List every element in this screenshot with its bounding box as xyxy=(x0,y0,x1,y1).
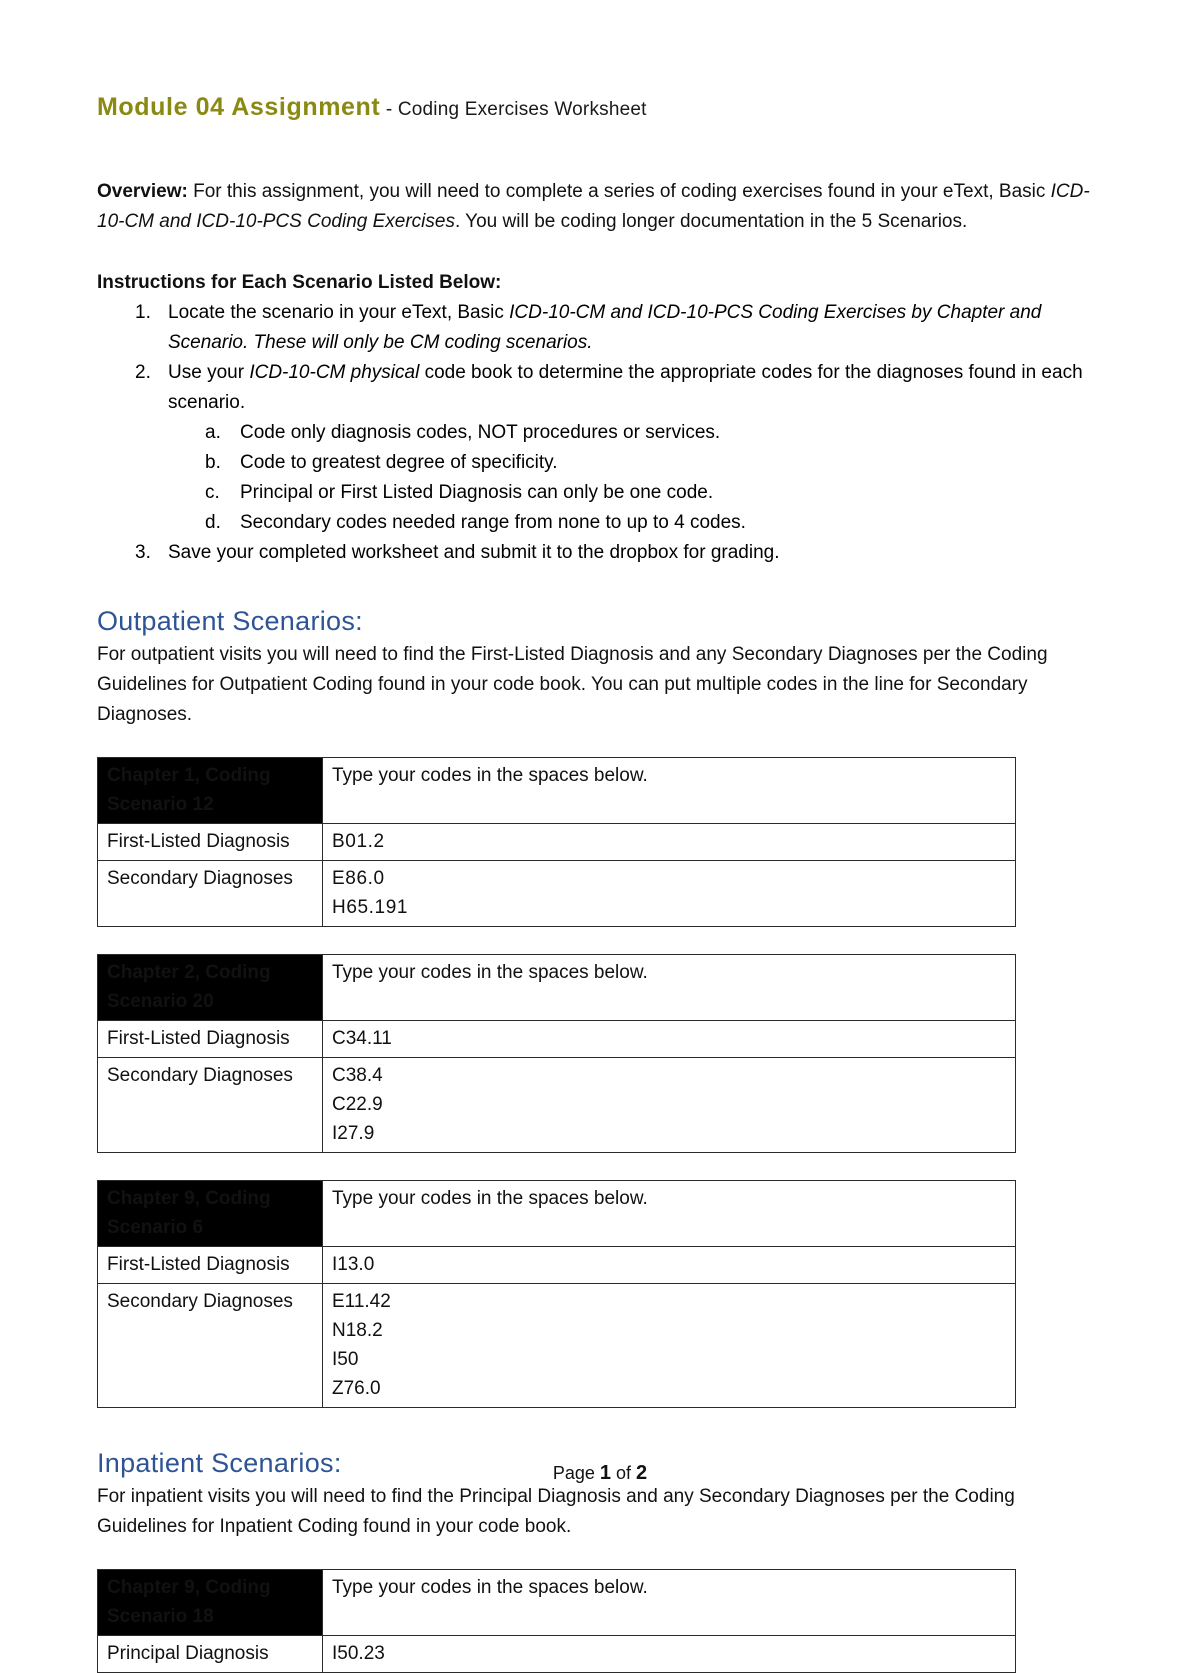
instructions-list xyxy=(97,298,1103,568)
page-title xyxy=(97,92,1103,125)
list-item xyxy=(97,538,1103,568)
table-chapter-9-scenario-6 xyxy=(97,1180,1016,1408)
row-value-first-listed-diagnosis[interactable] xyxy=(323,1021,1016,1058)
table-header-note: Type your codes in the spaces below. xyxy=(323,955,1016,1021)
footer-total-pages: 2 xyxy=(636,1462,648,1484)
table-chapter-1-scenario-12 xyxy=(97,757,1016,927)
list-item-italic-part: ICD-10-CM physical xyxy=(249,362,420,383)
list-marker: b. xyxy=(205,452,221,473)
code-value: I50.23 xyxy=(332,1643,385,1664)
table-chapter-2-scenario-20 xyxy=(97,954,1016,1153)
list-item xyxy=(168,448,1103,478)
footer-current-page: 1 xyxy=(599,1462,612,1484)
section-heading-outpatient: Outpatient Scenarios: xyxy=(97,606,363,636)
row-value-secondary-diagnoses[interactable] xyxy=(323,1284,1016,1408)
overview-text-part2: . You will be coding longer documentation in the 5 Scenarios. xyxy=(454,211,968,232)
document-content xyxy=(97,92,1103,1673)
overview-italic-title: ICD-10-CM and ICD-10-PCS Coding Exercises xyxy=(97,181,1090,232)
table-header-title: Chapter 9, Coding Scenario 18 xyxy=(98,1570,323,1636)
inpatient-paragraph: For inpatient visits you will need to find the Principal Diagnosis and any Secondary Diagnoses per the Coding Guidelines for Inpatient Coding found in your code book. xyxy=(97,1486,1015,1537)
table-row xyxy=(98,1021,1016,1058)
code-value: N18.2 xyxy=(332,1320,383,1341)
overview-text-part1: For this assignment, you will need to complete a series of coding exercises found in your eText, Basic xyxy=(187,181,1051,202)
table-row xyxy=(98,1636,1016,1673)
code-value: B01.2 xyxy=(332,831,385,852)
list-marker: 1. xyxy=(135,302,151,323)
table-header-note: Type your codes in the spaces below. xyxy=(323,1570,1016,1636)
title-main-text: Module 04 Assignment xyxy=(97,93,381,121)
list-marker: 2. xyxy=(135,362,151,383)
row-label-first-listed-diagnosis: First-Listed Diagnosis xyxy=(98,1247,323,1284)
table-row xyxy=(98,861,1016,927)
row-label-principal-diagnosis: Principal Diagnosis xyxy=(98,1636,323,1673)
instructions-sublist xyxy=(168,418,1103,538)
code-value: E11.42 xyxy=(332,1291,391,1312)
row-label-first-listed-diagnosis: First-Listed Diagnosis xyxy=(98,1021,323,1058)
list-item-text-part1: Use your xyxy=(168,362,250,383)
table-row xyxy=(98,824,1016,861)
list-item xyxy=(168,478,1103,508)
section-heading-inpatient: Inpatient Scenarios: xyxy=(97,1448,342,1478)
table-row xyxy=(98,1570,1016,1636)
code-value: I50 xyxy=(332,1349,359,1370)
list-item-text-part1: Locate the scenario in your eText, Basic xyxy=(168,302,510,323)
list-item-text: Code to greatest degree of specificity. xyxy=(240,452,558,473)
list-item-text-part1: Save your completed worksheet and submit it to the dropbox for grading. xyxy=(168,542,780,563)
table-header-note: Type your codes in the spaces below. xyxy=(323,758,1016,824)
list-marker: a. xyxy=(205,422,221,443)
outpatient-paragraph: For outpatient visits you will need to find the First-Listed Diagnosis and any Secondary Diagnoses per the Coding Guidelines for Outpatient Coding found in your code book. You can put multiple codes in the line for Secondary Diagnoses. xyxy=(97,644,1048,725)
row-value-principal-diagnosis[interactable] xyxy=(323,1636,1016,1673)
footer-middle: of xyxy=(611,1463,637,1483)
row-label-secondary-diagnoses: Secondary Diagnoses xyxy=(98,861,323,927)
list-item-text-part2: code book to determine the appropriate codes for the diagnoses found in each scenario. xyxy=(168,362,1083,413)
row-label-first-listed-diagnosis: First-Listed Diagnosis xyxy=(98,824,323,861)
list-item-text: Code only diagnosis codes, NOT procedures or services. xyxy=(240,422,721,443)
table-row xyxy=(98,758,1016,824)
title-subtitle-text: Coding Exercises Worksheet xyxy=(397,99,647,120)
code-value: C38.4 xyxy=(332,1065,383,1086)
table-header-title: Chapter 2, Coding Scenario 20 xyxy=(98,955,323,1021)
overview-paragraph xyxy=(97,177,1103,237)
list-item xyxy=(168,508,1103,538)
list-item-italic-part: ICD-10-CM and ICD-10-PCS Coding Exercises by Chapter and Scenario. These will only be CM coding scenarios. xyxy=(168,302,1042,353)
table-header-note: Type your codes in the spaces below. xyxy=(323,1181,1016,1247)
row-value-first-listed-diagnosis[interactable] xyxy=(323,1247,1016,1284)
row-label-secondary-diagnoses: Secondary Diagnoses xyxy=(98,1284,323,1408)
code-value: E86.0 xyxy=(332,868,385,889)
code-value: H65.191 xyxy=(332,897,409,918)
code-value: C22.9 xyxy=(332,1094,383,1115)
list-item-text: Secondary codes needed range from none to up to 4 codes. xyxy=(240,512,746,533)
list-item xyxy=(168,418,1103,448)
row-value-secondary-diagnoses[interactable] xyxy=(323,861,1016,927)
table-row xyxy=(98,1058,1016,1153)
table-chapter-9-scenario-18 xyxy=(97,1569,1016,1673)
code-value: C34.11 xyxy=(332,1028,392,1049)
list-marker: c. xyxy=(205,482,220,503)
row-value-secondary-diagnoses[interactable] xyxy=(323,1058,1016,1153)
table-header-title: Chapter 9, Coding Scenario 6 xyxy=(98,1181,323,1247)
table-row xyxy=(98,955,1016,1021)
table-row xyxy=(98,1181,1016,1247)
list-item-text: Principal or First Listed Diagnosis can only be one code. xyxy=(240,482,714,503)
list-marker: d. xyxy=(205,512,221,533)
table-row xyxy=(98,1247,1016,1284)
footer-prefix: Page xyxy=(552,1463,600,1483)
table-header-title: Chapter 1, Coding Scenario 12 xyxy=(98,758,323,824)
code-value: I27.9 xyxy=(332,1123,375,1144)
overview-label: Overview: xyxy=(97,181,188,202)
code-value: Z76.0 xyxy=(332,1378,381,1399)
list-item xyxy=(97,298,1103,358)
row-value-first-listed-diagnosis[interactable] xyxy=(323,824,1016,861)
list-item xyxy=(97,358,1103,538)
page-footer xyxy=(0,1462,1200,1485)
title-separator: - xyxy=(380,99,398,120)
list-marker: 3. xyxy=(135,542,151,563)
table-row xyxy=(98,1284,1016,1408)
code-value: I13.0 xyxy=(332,1254,375,1275)
instructions-heading: Instructions for Each Scenario Listed Below: xyxy=(97,272,502,293)
row-label-secondary-diagnoses: Secondary Diagnoses xyxy=(98,1058,323,1153)
